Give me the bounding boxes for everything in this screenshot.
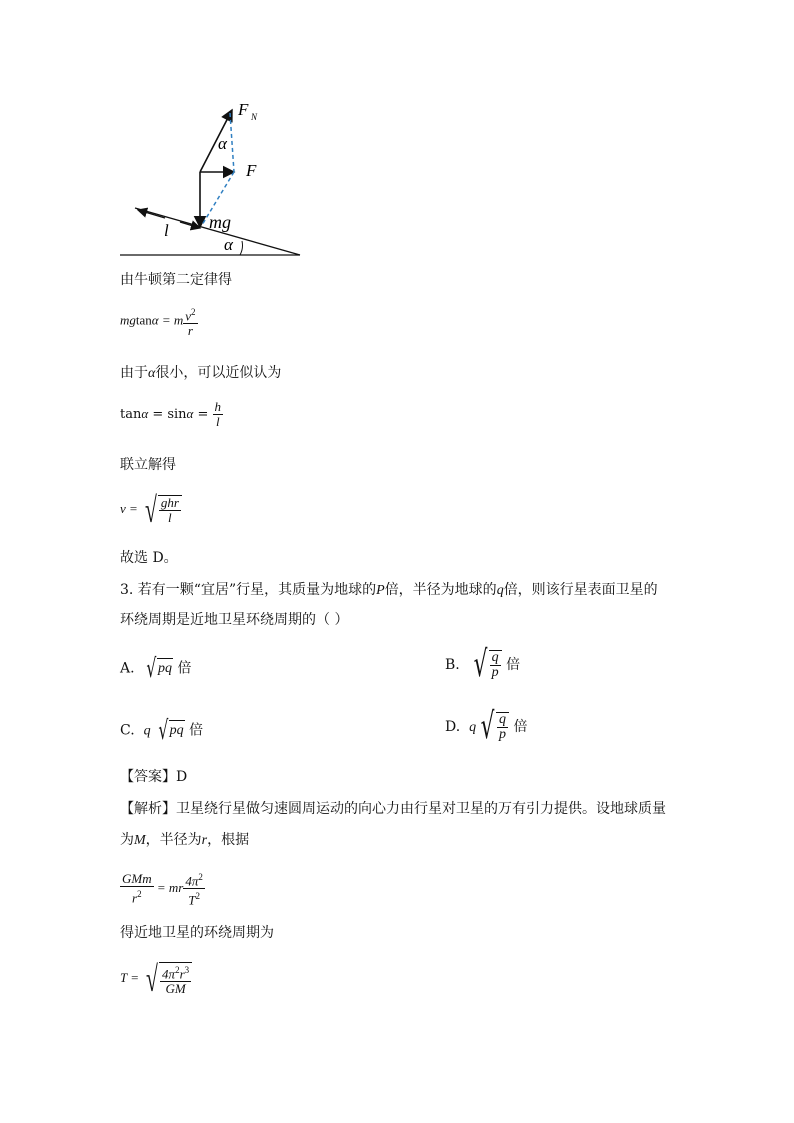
analysis-line-2: 为M，半径为r，根据 <box>120 832 250 848</box>
equation-velocity: v = √ $\frac{\text{ghr}}{l}$ <box>120 495 182 525</box>
option-d[interactable]: D. q √ $\frac{q}{p}$ 倍 <box>445 706 528 747</box>
dash-fn-f <box>230 113 234 172</box>
option-b[interactable]: B. √ $\frac{q}{p}$ 倍 <box>445 644 521 685</box>
newton-text: 由牛顿第二定律得 <box>120 272 232 288</box>
option-c[interactable]: C. q √pq 倍 <box>120 715 204 746</box>
equation-gravity: $\frac{\text{GMm}}{r^2}$ = mr $\frac{4\pi^2}{T^2}$ <box>122 871 203 908</box>
analysis-line-1: 【解析】卫星绕行星做匀速圆周运动的向心力由行星对卫星的万有引力提供。设地球质量 <box>120 801 666 817</box>
equation-approx: tanα = sinα = $\frac{h}{l}$ <box>120 399 222 429</box>
answer-text: 【答案】D <box>120 769 188 785</box>
label-fn-sub: N <box>251 112 258 122</box>
option-a[interactable]: A. √pq 倍 <box>120 653 192 684</box>
angle-arc <box>240 241 242 255</box>
label-f: F <box>246 161 257 180</box>
choose-text: 故选 D。 <box>120 550 178 566</box>
label-alpha-bottom: α <box>224 235 233 254</box>
label-fn: F <box>238 100 249 119</box>
combine-text: 联立解得 <box>120 457 176 473</box>
equation-period: T = √ $\frac{4\pi^2r^3}{GM}$ <box>120 962 192 996</box>
label-alpha-top: α <box>218 134 227 153</box>
force-diagram <box>110 95 310 265</box>
question-line-2: 环绕周期是近地卫星环绕周期的（ ） <box>120 612 349 628</box>
label-mg: mg <box>209 212 231 232</box>
small-alpha-text: 由于α很小，可以近似认为 <box>120 365 282 381</box>
fn-arrow <box>200 110 232 172</box>
label-l: l <box>164 221 169 240</box>
period-intro-text: 得近地卫星的环绕周期为 <box>120 925 274 941</box>
equation-newton: mgtanα = m $\frac{v^2}{r}$ <box>120 307 196 339</box>
l-arrow-left <box>138 210 165 218</box>
question-line-1: 3. 若有一颗“宜居”行星，其质量为地球的P倍，半径为地球的q倍，则该行星表面卫星的 <box>120 582 658 598</box>
